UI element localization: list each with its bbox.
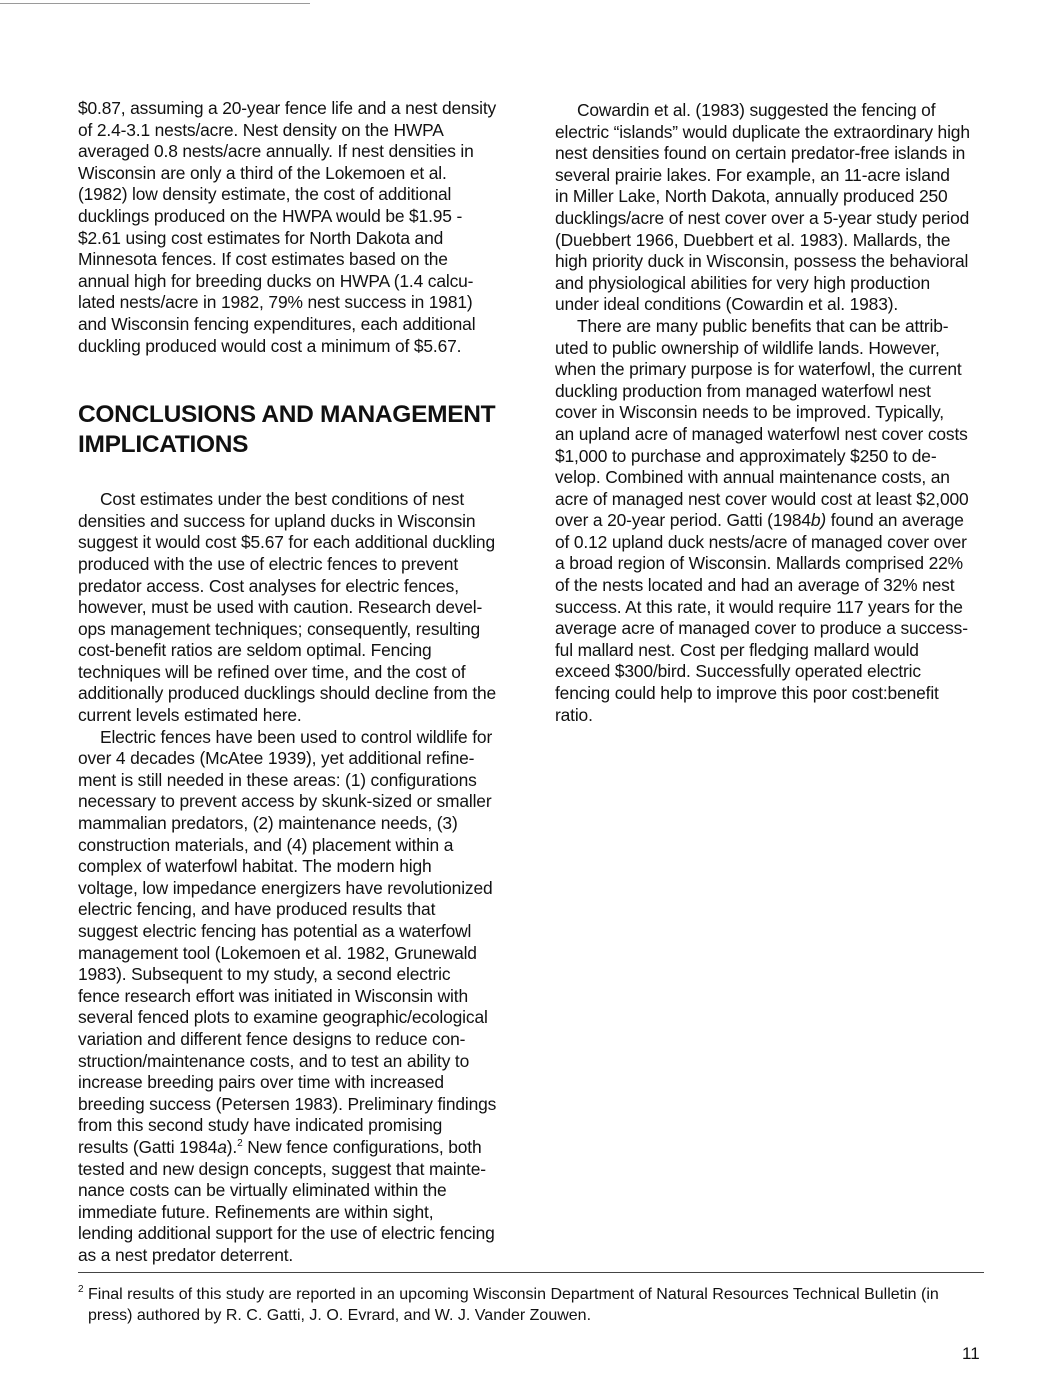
footnote-line-2: press) authored by R. C. Gatti, J. O. Evrard, and W. J. Vander Zouwen.: [88, 1307, 592, 1324]
left-paragraph-2: Cost estimates under the best conditions of nest densities and success for upland ducks in Wisconsin suggest it would cost $5.67 for each additional duckling produced with the use of electric fences to prevent predator access. Cost analyses for electric fences, however, must be used with caution. Research devel- ops management techniques; consequently, resulting cost-benefit ratios are seldom optimal. Fencing techniques will be refined over time, and the cost of additionally produced ducklings should decline from the current levels estimated here.: [78, 489, 497, 726]
footnote-rule: [78, 1272, 984, 1273]
right-column: [555, 100, 987, 726]
citation-italic: a: [217, 1136, 227, 1157]
top-rule: [0, 3, 310, 4]
footnote-reference: 2: [237, 1137, 243, 1149]
left-column: [78, 98, 518, 1267]
left-paragraph-3: [78, 727, 518, 1267]
left-paragraph-1: $0.87, assuming a 20-year fence life and a nest density of 2.4-3.1 nests/acre. Nest density on the HWPA averaged 0.8 nests/acre annually. If nest densities in Wisconsin are only a third of the Lokemoen et al. (1982) low density estimate, the cost of additional ducklings produced on the HWPA would be $1.95 - $2.61 using cost estimates for North Dakota and Minnesota fences. If cost estimates based on the annual high for breeding ducks on HWPA (1.4 calcu- lated nests/acre in 1982, 79% nest success in 1981) and Wisconsin fencing expenditures, each additional duckling produced would cost a minimum of $5.67.: [78, 98, 497, 356]
gatti-citation-text: over a 20-year period. Gatti (1984: [555, 510, 811, 531]
right-paragraph-2-tail: of 0.12 upland duck nests/acre of managed cover over a broad region of Wisconsin. Mallards comprised 22% of the nests located and had an average of 32% nest success. At this rate, it would require 117 years for the average acre of managed cover to produce a success- ful mallard nest. Cost per fledging mallard would exceed $300/bird. Successfully operated electric fencing could help to improve this poor cost:benefit ratio.: [555, 531, 968, 725]
right-paragraph-2-body: There are many public benefits that can be attrib- uted to public ownership of wildlife lands. However, when the primary purpose is for waterfowl, the current duckling production from managed waterfowl nest cover in Wisconsin needs to be improved. Typically, an upland acre of managed waterfowl nest cover costs $1,000 to purchase and approximately $250 to de- velop. Combined with annual maintenance costs, an acre of managed nest cover would cost at least $2,000: [555, 315, 969, 509]
citation-text: results (Gatti 1984: [78, 1136, 218, 1157]
footnote-line-1: Final results of this study are reported in an upcoming Wisconsin Department of Natural Resources Technical Bulletin (in: [88, 1286, 939, 1303]
right-paragraph-2: [555, 316, 987, 726]
citation-close: ).: [226, 1136, 238, 1157]
footnote: $^2$ Final results of this study are reported in an upcoming Wisconsin Department of Natural Resources Technical Bulletin (in press) authored by R. C. Gatti, J. O. Evrard, and W. J. Vander Zouwen.: [78, 1284, 939, 1324]
right-paragraph-1: Cowardin et al. (1983) suggested the fencing of electric “islands” would duplicate the extraordinary high nest densities found on certain predator-free islands in several prairie lakes. For example, an 11-acre island in Miller Lake, North Dakota, annually produced 250 ducklings/acre of nest cover over a 5-year study period (Duebbert 1966, Duebbert et al. 1983). Mallards, the high priority duck in Wisconsin, possess the behavioral and physiological abilities for very high production under ideal conditions (Cowardin et al. 1983).: [555, 100, 970, 315]
gatti-citation-italic: b): [810, 510, 827, 531]
section-heading: CONCLUSIONS AND MANAGEMENT IMPLICATIONS: [78, 401, 496, 459]
left-paragraph-3-body: Electric fences have been used to control wildlife for over 4 decades (McAtee 1939), yet additional refine- ment is still needed in these areas: (1) configurations necessary to prevent access by skunk-sized or smaller mammalian predators, (2) maintenance needs, (3) construction materials, and (4) placement within a complex of waterfowl habitat. The modern high voltage, low impedance energizers have revolutionized electric fencing, and have produced results that suggest electric fencing has potential as a waterfowl management tool (Lokemoen et al. 1982, Grunewald 1983). Subsequent to my study, a second electric fence research effort was initiated in Wisconsin with several fenced plots to examine geographic/ecological variation and different fence designs to reduce con- struction/maintenance costs, and to test an ability to increase breeding pairs over time with increased breeding success (Petersen 1983). Preliminary findings from this second study have indicated promising: [78, 726, 497, 1136]
citation-tail: New fence configurations, both: [242, 1136, 482, 1157]
left-paragraph-3-tail: tested and new design concepts, suggest that mainte- nance costs can be virtually eliminated within the immediate future. Refinements are within sight, lending additional support for the use of electric fencing as a nest predator deterrent.: [78, 1158, 495, 1265]
gatti-citation-tail: found an average: [826, 510, 964, 531]
page-number: 11: [962, 1344, 980, 1363]
